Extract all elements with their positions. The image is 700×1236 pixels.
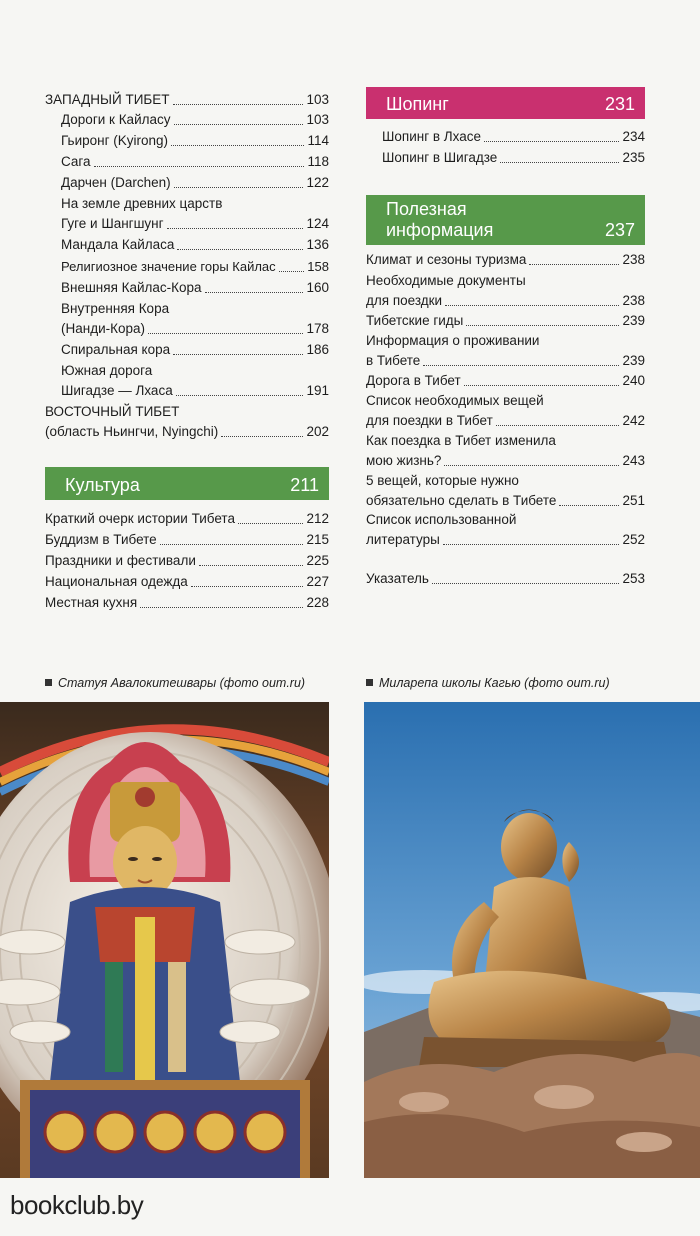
toc-leader-dots [173,353,303,355]
toc-page-number: 212 [306,511,329,526]
toc-entry[interactable] [45,235,329,255]
toc-title: для поездки в Тибет [366,413,493,428]
section-title-line: информация [386,220,494,240]
toc-page-number: 253 [622,571,645,586]
toc-title: Указатель [366,571,429,586]
toc-page-number: 186 [306,342,329,357]
toc-entry[interactable] [366,148,645,168]
toc-page-number: 238 [622,293,645,308]
milarepa-statue-photo [364,702,700,1178]
toc-title: литературы [366,532,440,547]
toc-entry[interactable] [45,530,329,550]
toc-entry[interactable] [45,509,329,529]
toc-entry[interactable] [366,271,645,311]
toc-page-number: 242 [622,413,645,428]
toc-entry[interactable] [366,510,645,550]
toc-page-number: 202 [306,424,329,439]
toc-leader-dots [529,263,619,265]
avalokiteshvara-statue-photo [0,702,329,1178]
toc-title: Национальная одежда [45,574,188,589]
section-title [386,199,493,241]
toc-leader-dots [171,144,304,146]
toc-entry[interactable] [45,551,329,571]
toc-leader-dots [443,543,620,545]
toc-title: Буддизм в Тибете [45,532,157,547]
toc-leader-dots [140,606,303,608]
toc-title: мою жизнь? [366,453,442,468]
toc-title: Климат и сезоны туризма [366,252,527,267]
toc-page-number: 243 [622,453,645,468]
toc-page-number: 103 [306,112,329,127]
toc-title-line: Внутренняя Кора [61,301,170,316]
toc-leader-dots [94,165,305,167]
toc-entry[interactable] [45,402,329,442]
caption-bullet-icon [45,679,52,686]
toc-entry[interactable] [45,593,329,613]
toc-page-number: 228 [306,595,329,610]
section-page-number: 211 [290,475,319,495]
toc-title: ЗАПАДНЫЙ ТИБЕТ [45,92,170,107]
toc-title-line: Как поездка в Тибет изменила [366,433,556,448]
toc-page-number: 225 [306,553,329,568]
toc-title: Тибетские гиды [366,313,464,328]
toc-page-number: 158 [307,259,329,274]
toc-page-number: 124 [306,216,329,231]
watermark: bookclub.by [10,1190,144,1220]
toc-title: (область Ньингчи, Nyingchi) [45,424,219,439]
toc-title: Гьиронг (Kyirong) [61,133,169,148]
toc-entry[interactable] [45,90,329,110]
section-header-shopping[interactable] [366,87,645,119]
photo-caption-right [366,676,610,690]
toc-title: обязательно сделать в Тибете [366,493,557,508]
toc-page-number: 238 [622,252,645,267]
toc-leader-dots [176,394,304,396]
toc-title: Краткий очерк истории Тибета [45,511,235,526]
toc-entry[interactable] [366,371,645,391]
toc-page-number: 239 [622,353,645,368]
toc-page-number: 122 [306,175,329,190]
toc-entry[interactable] [366,250,645,270]
toc-title-line: Необходимые документы [366,273,526,288]
toc-leader-dots [205,291,304,293]
toc-leader-dots [423,364,619,366]
toc-page-number: 136 [306,237,329,252]
toc-entry[interactable] [45,299,329,339]
statue-illustration [364,702,700,1178]
toc-title: Местная кухня [45,595,138,610]
toc-leader-dots [221,435,303,437]
toc-entry[interactable] [45,131,329,151]
toc-entry[interactable] [366,331,645,371]
toc-leader-dots [444,464,619,466]
toc-page-number: 240 [622,373,645,388]
toc-page-number: 191 [306,383,329,398]
toc-title-line: ВОСТОЧНЫЙ ТИБЕТ [45,404,180,419]
toc-title: Мандала Кайласа [61,237,175,252]
toc-leader-dots [167,227,304,229]
toc-entry[interactable] [366,391,645,431]
toc-page-number: 252 [622,532,645,547]
toc-entry[interactable] [45,361,329,401]
toc-page-number: 239 [622,313,645,328]
toc-title: Внешняя Кайлас-Кора [61,280,202,295]
toc-leader-dots [238,522,303,524]
toc-title: Праздники и фестивали [45,553,196,568]
toc-title-line: На земле древних царств [61,196,223,211]
toc-title-line: Информация о проживании [366,333,540,348]
statue-illustration [0,702,329,1178]
toc-leader-dots [464,384,620,386]
toc-title: Дарчен (Darchen) [61,175,171,190]
section-page-number: 231 [604,94,635,114]
toc-entry[interactable] [45,173,329,193]
toc-title: Гуге и Шангшунг [61,216,164,231]
section-title: Культура [65,475,140,495]
toc-title: Сага [61,154,91,169]
toc-title-line: Список необходимых вещей [366,393,544,408]
toc-page-number: 114 [307,133,329,148]
toc-title-line: Южная дорога [61,363,153,378]
photo-caption-left [45,676,305,690]
toc-page-number: 118 [307,154,329,169]
toc-page-number: 251 [622,493,645,508]
section-title-line: Полезная [386,199,467,219]
toc-leader-dots [174,186,304,188]
toc-entry[interactable] [366,431,645,471]
toc-page-number: 227 [306,574,329,589]
toc-title: для поездки [366,293,443,308]
toc-title: Религиозное значение горы Кайлас [61,259,276,274]
toc-page-number: 178 [306,321,329,336]
toc-title: Шопинг в Лхасе [382,129,482,144]
toc-title: Дороги к Кайласу [61,112,171,127]
caption-text: Миларепа школы Кагью (фото oum.ru) [379,676,610,690]
toc-page-number: 103 [306,92,329,107]
toc-leader-dots [500,161,619,163]
toc-title: Шопинг в Шигадзе [382,150,498,165]
toc-entry[interactable] [45,110,329,130]
toc-entry[interactable] [366,569,645,589]
toc-leader-dots [496,424,620,426]
toc-page-number: 234 [622,129,645,144]
toc-entry[interactable] [45,257,329,277]
toc-entry[interactable] [45,194,329,234]
section-header-useful-info[interactable] [366,195,645,245]
toc-leader-dots [177,248,303,250]
toc-title: (Нанди-Кора) [61,321,146,336]
toc-leader-dots [160,543,304,545]
toc-page-number: 215 [306,532,329,547]
caption-bullet-icon [366,679,373,686]
toc-leader-dots [484,140,619,142]
toc-leader-dots [199,564,304,566]
toc-entry[interactable] [366,471,645,511]
section-page-number: 237 [604,220,635,240]
toc-page-number: 235 [622,150,645,165]
toc-leader-dots [191,585,304,587]
toc-leader-dots [432,582,620,584]
toc-entry[interactable] [45,340,329,360]
toc-leader-dots [173,103,304,105]
toc-entry[interactable] [45,152,329,172]
toc-title-line: Список использованной [366,512,517,527]
toc-entry[interactable] [45,572,329,592]
toc-page-number: 160 [306,280,329,295]
toc-title: Шигадзе — Лхаса [61,383,173,398]
toc-title: Спиральная кора [61,342,171,357]
toc-entry[interactable] [366,127,645,147]
toc-leader-dots [148,332,303,334]
toc-entry[interactable] [366,311,645,331]
section-title: Шопинг [386,94,449,114]
caption-text: Статуя Авалокитешвары (фото oum.ru) [58,676,306,690]
toc-leader-dots [279,270,305,272]
toc-leader-dots [174,123,304,125]
toc-leader-dots [559,504,619,506]
toc-entry[interactable] [45,278,329,298]
toc-title-line: 5 вещей, которые нужно [366,473,519,488]
toc-leader-dots [466,324,619,326]
toc-leader-dots [445,304,619,306]
toc-title: Дорога в Тибет [366,373,461,388]
toc-title: в Тибете [366,353,421,368]
section-header-culture[interactable] [45,467,329,500]
